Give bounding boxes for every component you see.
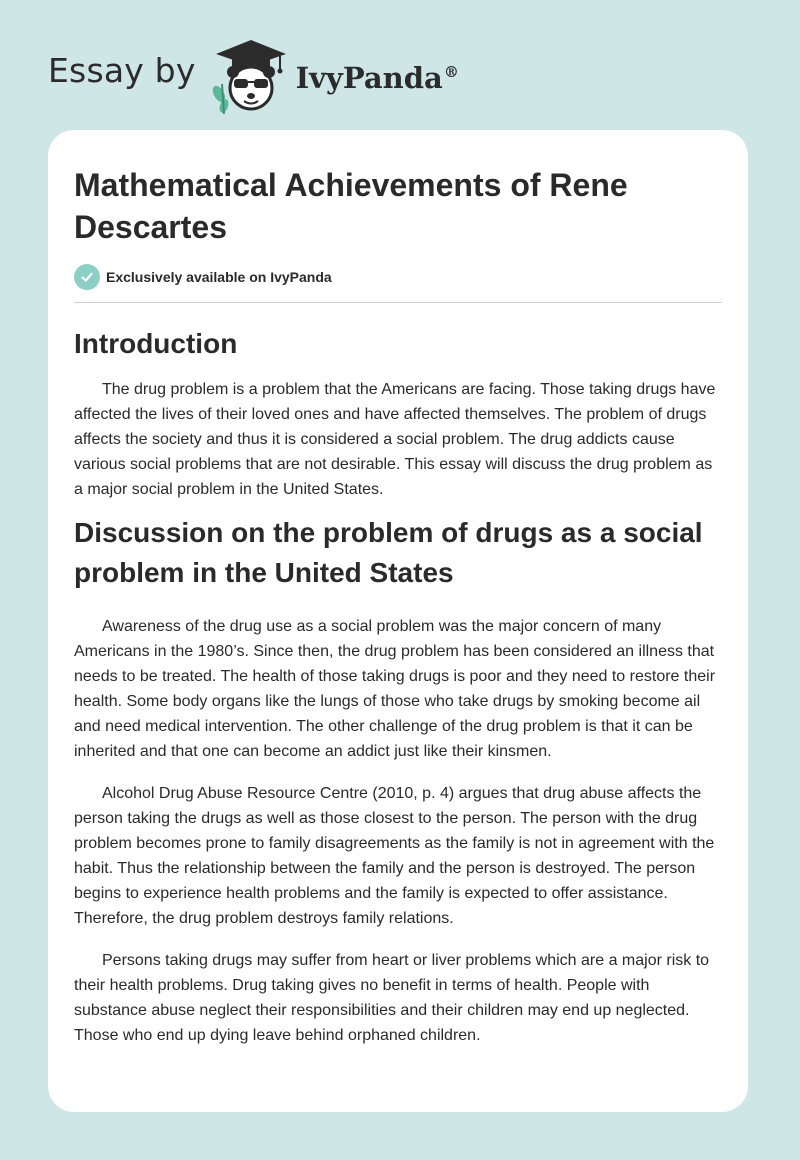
- divider: [74, 302, 722, 303]
- exclusive-label: Exclusively available on IvyPanda: [106, 269, 332, 285]
- paragraph: Alcohol Drug Abuse Resource Centre (2010, p. 4) argues that drug abuse affects the person taking the drugs as well as those closest to the person. The person with the drug problem becomes prone to family disagreements as the family is not in agreement with the habit. Thus the relationship between the family and the person is destroyed. The person begins to experience health problems and the family is expected to offer assistance. Therefore, the drug problem destroys family relations.: [74, 785, 715, 927]
- brand-name[interactable]: IvyPanda®: [295, 61, 459, 95]
- section-heading: Discussion on the problem of drugs as a social problem in the United States: [74, 517, 703, 588]
- panda-logo-icon[interactable]: [210, 34, 292, 114]
- paragraph: The drug problem is a problem that the Americans are facing. Those taking drugs have affected the lives of their loved ones and have affected themselves. The problem of drugs affects the society and thus it is considered a social problem. The drug addicts cause various social problems that are not desirable. This essay will discuss the drug problem as a major social problem in the United States.: [74, 381, 716, 498]
- section-introduction: [74, 324, 722, 502]
- section-discussion: [74, 513, 722, 1048]
- brand-prefix: Essay by: [48, 50, 196, 90]
- paragraph: Awareness of the drug use as a social problem was the major concern of many Americans in the 1980’s. Since then, the drug problem has been considered an illness that needs to be treated. The health of those taking drugs is poor and they need to restore their health. Some body organs like the lungs of those who take drugs by smoking become ail and need medical intervention. The other challenge of the drug problem is that it can be inherited and that one can become an addict just like their kinsmen.: [74, 618, 716, 760]
- exclusive-badge: [74, 262, 722, 292]
- essay-card: [48, 130, 748, 1112]
- essay-title: Mathematical Achievements of Rene Descartes: [74, 167, 628, 245]
- registered-mark: ®: [443, 63, 459, 82]
- site-header: [48, 34, 459, 114]
- paragraph: Persons taking drugs may suffer from heart or liver problems which are a major risk to their health problems. Drug taking gives no benefit in terms of health. People with substance abuse neglect their responsibilities and their children may end up neglected. Those who end up dying leave behind orphaned children.: [74, 952, 710, 1044]
- section-heading: Introduction: [74, 328, 238, 359]
- check-icon: [74, 264, 100, 290]
